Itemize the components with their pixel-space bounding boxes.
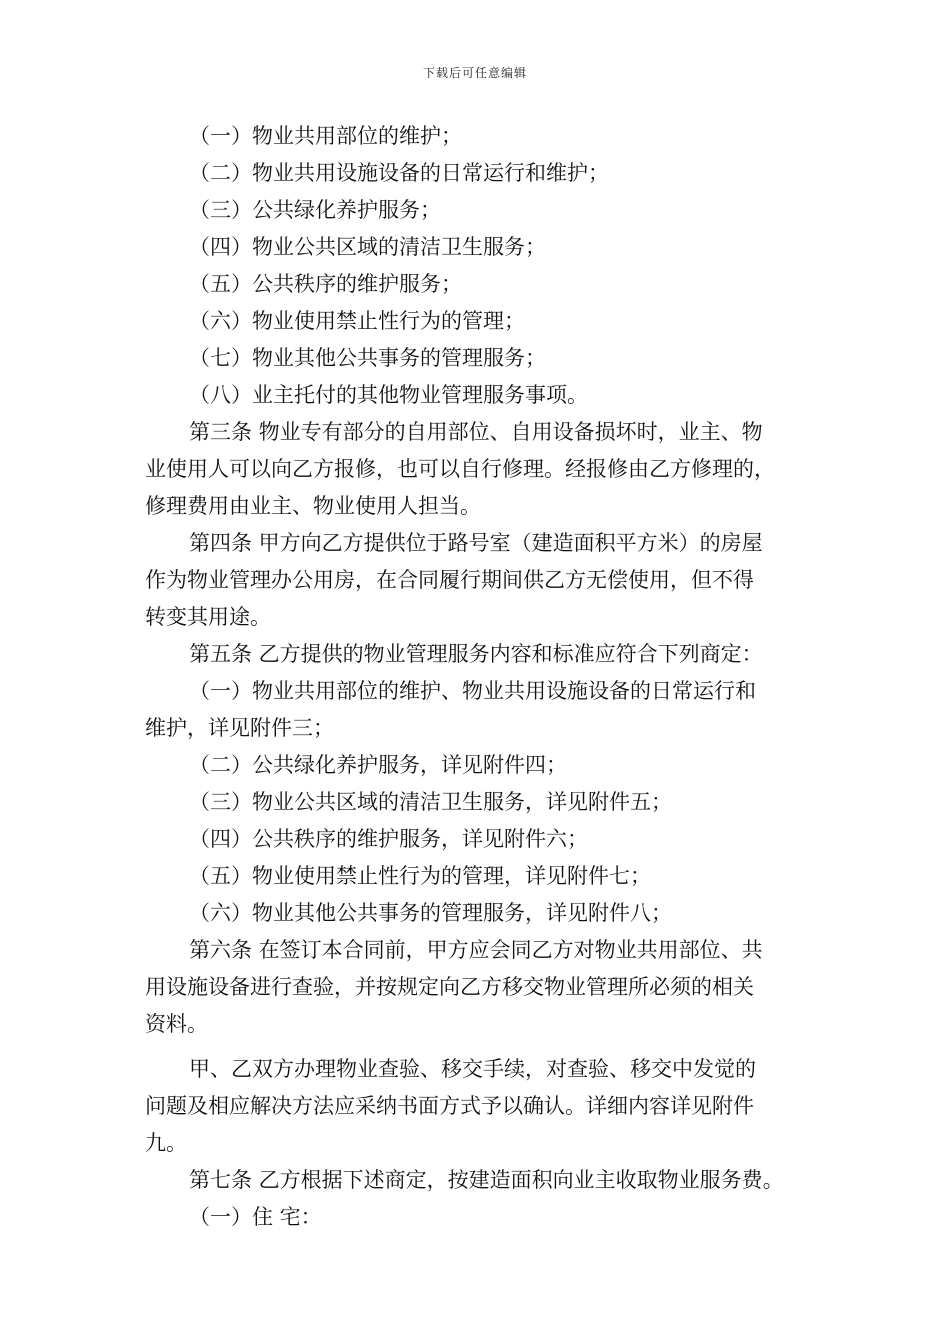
paragraph-line: 作为物业管理办公用房，在合同履行期间供乙方无偿使用，但不得	[145, 568, 754, 592]
list-item-continued: 维护，详见附件三；	[145, 716, 334, 740]
list-item: （二）物业共用设施设备的日常运行和维护；	[189, 161, 609, 185]
list-item: （六）物业其他公共事务的管理服务，详见附件八；	[189, 901, 672, 925]
paragraph-line: 第三条 物业专有部分的自用部位、自用设备损坏时，业主、物	[189, 420, 763, 444]
document-body	[145, 118, 810, 1236]
paragraph-line: 甲、乙双方办理物业查验、移交手续，对查验、移交中发觉的	[189, 1057, 756, 1081]
list-item: （六）物业使用禁止性行为的管理；	[189, 309, 525, 333]
page-header: 下载后可任意编辑	[422, 66, 527, 80]
paragraph-line: 第七条 乙方根据下述商定，按建造面积向业主收取物业服务费。	[189, 1168, 784, 1192]
paragraph-line: 第六条 在签订本合同前，甲方应会同乙方对物业共用部位、共	[189, 938, 763, 962]
list-item: （五）物业使用禁止性行为的管理，详见附件七；	[189, 864, 651, 888]
paragraph-line: 修理费用由业主、物业使用人担当。	[145, 494, 481, 518]
paragraph-line: 问题及相应解决方法应采纳书面方式予以确认。详细内容详见附件	[145, 1094, 754, 1118]
paragraph-line: 用设施设备进行查验，并按规定向乙方移交物业管理所必须的相关	[145, 975, 754, 999]
list-item: （一）物业共用部位的维护、物业共用设施设备的日常运行和	[189, 679, 756, 703]
list-item: （三）公共绿化养护服务；	[189, 198, 441, 222]
list-item: （八）业主托付的其他物业管理服务事项。	[189, 383, 588, 407]
paragraph-line: 九。	[145, 1131, 187, 1155]
list-item: （四）公共秩序的维护服务，详见附件六；	[189, 827, 588, 851]
paragraph-line: 业使用人可以向乙方报修，也可以自行修理。经报修由乙方修理的，	[145, 457, 775, 481]
list-item: （五）公共秩序的维护服务；	[189, 272, 462, 296]
paragraph-line: 资料。	[145, 1012, 208, 1036]
list-item: （七）物业其他公共事务的管理服务；	[189, 346, 546, 370]
list-item: （一）物业共用部位的维护；	[189, 124, 462, 148]
list-item: （一）住 宅：	[189, 1205, 322, 1229]
list-item: （四）物业公共区域的清洁卫生服务；	[189, 235, 546, 259]
paragraph-line: 第四条 甲方向乙方提供位于路号室（建造面积平方米）的房屋	[189, 531, 763, 555]
paragraph-line: 第五条 乙方提供的物业管理服务内容和标准应符合下列商定：	[189, 642, 763, 666]
list-item: （三）物业公共区域的清洁卫生服务，详见附件五；	[189, 790, 672, 814]
paragraph-line: 转变其用途。	[145, 605, 271, 629]
list-item: （二）公共绿化养护服务，详见附件四；	[189, 753, 567, 777]
